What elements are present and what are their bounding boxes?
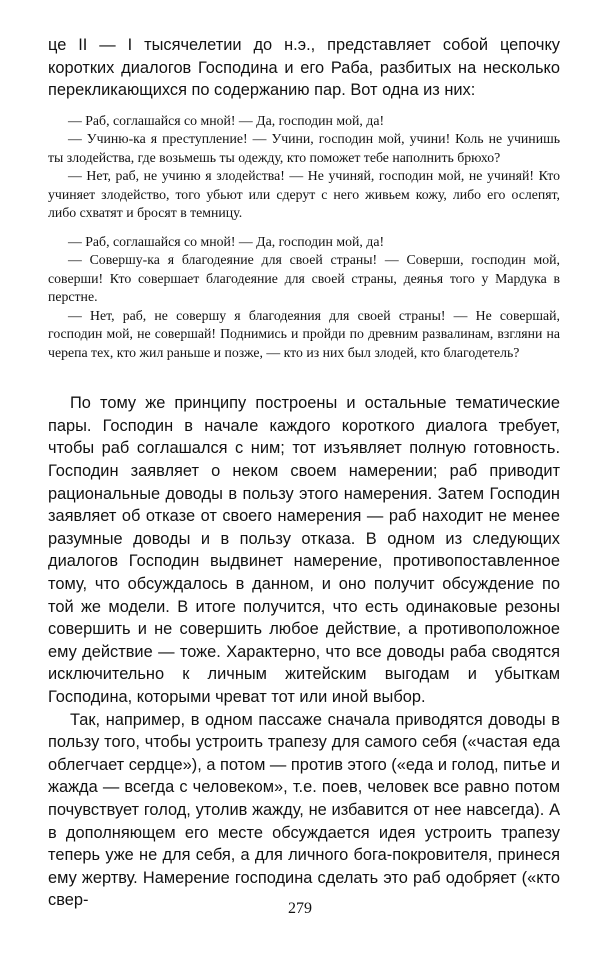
dialogue-line: — Совершу-ка я благодеяние для своей страны! — Соверши, господин мой, соверши! Кто совершает благодеяние для своей страны, деянья того у Мардука в перстне. <box>48 252 560 305</box>
page-content <box>48 34 560 912</box>
intro-paragraph: це II — I тысячелетии до н.э., представляет собой цепочку коротких диалогов Господина и его Раба, разбитых на несколько перекликающихся по содержанию пар. Вот одна из них: <box>48 36 560 100</box>
dialogue-line: — Раб, соглашайся со мной! — Да, господин мой, да! <box>68 233 385 249</box>
dialogue-line: — Учиню-ка я преступление! — Учини, господин мой, учини! Коль не учинишь ты злодейства, где возьмешь ты одежду, кто поможет тебе наполнить брюхо? <box>48 131 560 165</box>
page-number: 279 <box>288 900 312 917</box>
body-text <box>48 392 560 912</box>
dialogue-line: — Нет, раб, не совершу я благодеяния для своей страны! — Не совершай, господин мой, не совершай! Поднимись и пройди по древним развалинам, взгляни на черепа тех, кто жил раньше и позже, — кто из них был злодей, кто благодетель? <box>48 307 560 360</box>
dialogue-group-2 <box>48 233 560 363</box>
dialogue-line: — Нет, раб, не учиню я злодейства! — Не учиняй, господин мой, не учиняй! Кто учиняет злодейство, того убьют или сдерут с него живьем кожу, либо его ослепят, либо схватят и бросят в темницу. <box>48 168 560 221</box>
body-paragraph: По тому же принципу построены и остальные тематические пары. Господин в начале каждого короткого диалога требует, чтобы раб соглашался с ним; тот изъявляет полную готовность. Господин заявляет о неком своем намерении; раб приводит рациональные доводы в пользу этого намерения. Затем Господин заявляет об отказе от своего намерения — раб находит не менее разумные доводы и в пользу отказа. В одном из следующих диалогов Господин выдвинет намерение, противопоставленное тому, что обсуждалось в данном, и оно получит обсуждение по той же модели. В итоге получится, что есть одинаковые резоны совершить и не совершить любое действие, а противоположное ему действие — тоже. Характерно, что все доводы раба сводятся исключительно к личным житейским выгодам и убыткам Господина, которыми чреват тот или иной выбор. <box>48 394 560 706</box>
dialogue-line: — Раб, соглашайся со мной! — Да, господин мой, да! <box>68 112 385 128</box>
body-paragraph: Так, например, в одном пассаже сначала приводятся доводы в пользу того, чтобы устроить трапезу для самого себя («частая еда облегчает сердце»), а потом — против этого («еда и голод, питье и жажда — всегда с человеком», т.е. поев, человек все равно потом почувствует голод, утолив жажду, не избавится от нее навсегда). А в дополняющем его месте обсуждается идея устроить трапезу теперь уже не для себя, а для личного бога-покровителя, принеся ему жертву. Намерение господина сделать это раб одобряет («кто свер- <box>48 710 560 910</box>
dialogue-block <box>48 112 560 363</box>
dialogue-group-1 <box>48 112 560 223</box>
